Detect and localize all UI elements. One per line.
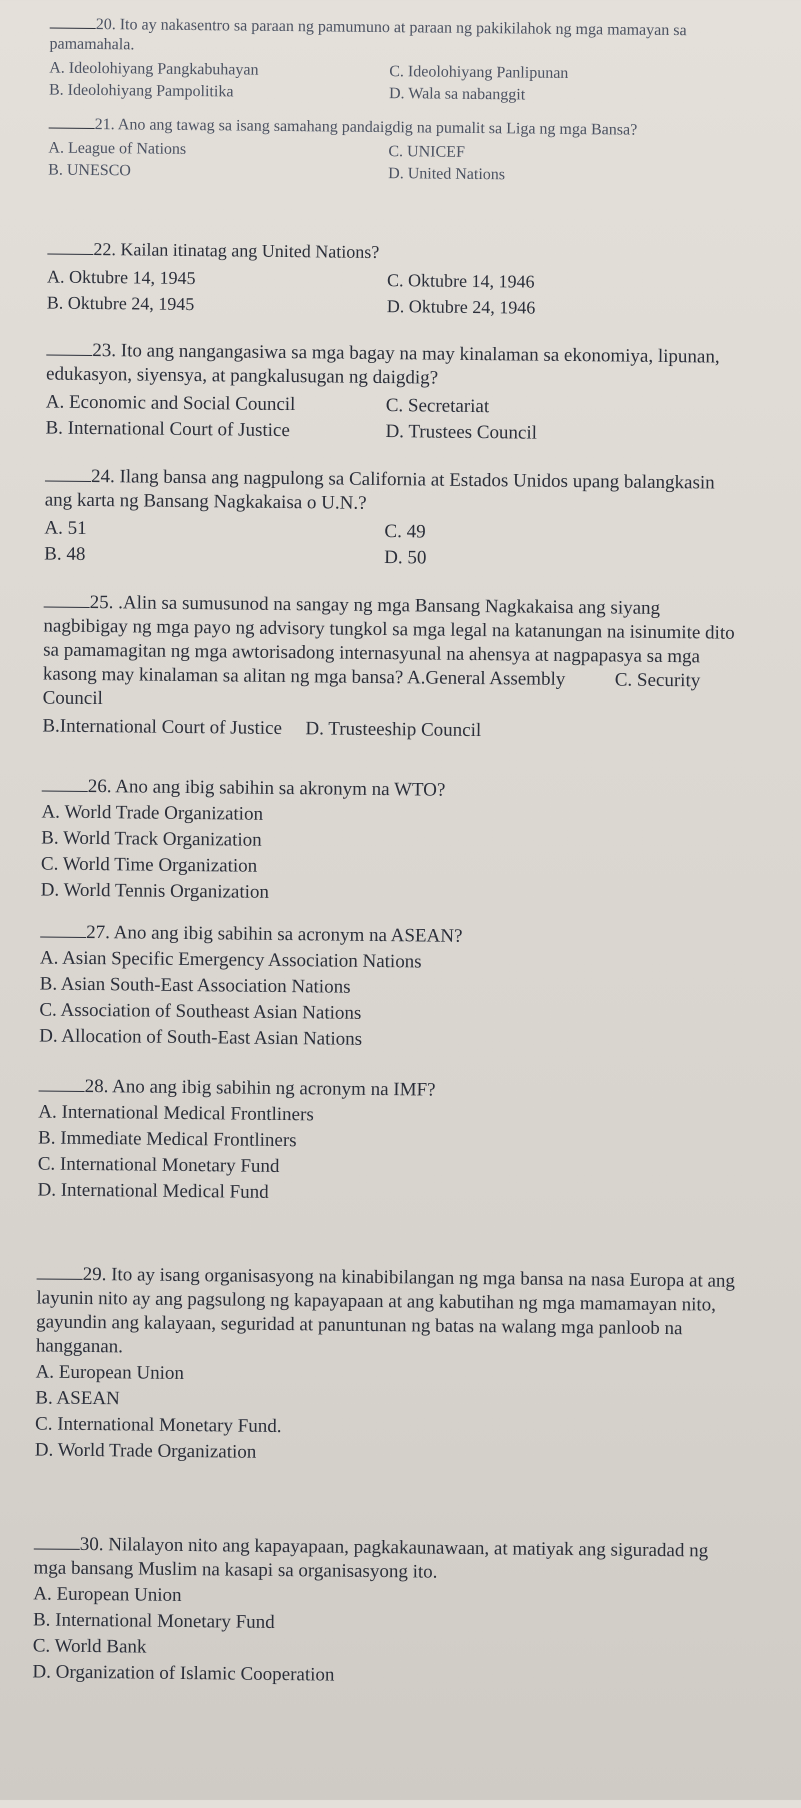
option-a: A. Economic and Social Council: [45, 391, 296, 416]
question-text: Ano ang tawag sa isang samahang pandaigdig na pumalit sa Liga ng mga Bansa?: [117, 116, 638, 139]
option-c: C. International Monetary Fund.: [34, 1413, 282, 1438]
option-d: D. Allocation of South-East Asian Nations: [39, 1025, 363, 1050]
question-26: [41, 774, 742, 909]
option-d: D. Organization of Islamic Cooperation: [32, 1661, 335, 1686]
question-29: [35, 1262, 737, 1469]
option-c: C. 49: [384, 521, 426, 543]
question-stem: [36, 1262, 737, 1365]
option-d: D. Trustees Council: [385, 421, 538, 444]
option-c: C. Ideolohiyang Panlipunan: [389, 63, 569, 82]
option-c: C. World Time Organization: [40, 853, 258, 877]
question-number: 23.: [92, 339, 117, 362]
answer-blank: [49, 128, 95, 129]
option-c: C. World Bank: [32, 1635, 147, 1658]
question-text: Ito ang nangangasiwa sa mga bagay na may kinalaman sa ekonomiya, lipunan, edukasyon, siyensya, at pangkalusugan ng daigdig?: [45, 340, 720, 389]
question-30: [32, 1532, 734, 1691]
question-number: 27.: [86, 921, 111, 944]
option-d: D. Oktubre 24, 1946: [386, 296, 536, 318]
option-d: D. International Medical Fund: [37, 1179, 269, 1203]
options-list: [32, 1582, 733, 1691]
option-b: B. Immediate Medical Frontliners: [37, 1127, 297, 1152]
question-stem: [33, 1532, 733, 1587]
question-number: 28.: [84, 1075, 109, 1098]
option-b: B. Oktubre 24, 1945: [46, 292, 195, 315]
option-b: B. Ideolohiyang Pampolitika: [48, 81, 234, 101]
answer-blank: [50, 28, 96, 29]
option-b: B. International Monetary Fund: [32, 1609, 275, 1633]
question-number: 21.: [94, 115, 115, 134]
options-list: [37, 1100, 738, 1209]
question-number: 29.: [82, 1263, 107, 1286]
option-a: A. Oktubre 14, 1945: [47, 266, 196, 289]
option-d: D. United Nations: [388, 165, 506, 184]
option-d: D. 50: [384, 547, 427, 569]
option-a: A. World Trade Organization: [41, 801, 264, 825]
answer-blank: [42, 790, 88, 791]
options-list: [35, 1360, 736, 1469]
option-a: A. League of Nations: [48, 139, 187, 158]
answer-blank: [44, 606, 90, 607]
question-21: [48, 115, 749, 188]
option-b: B. Asian South-East Association Nations: [39, 973, 351, 998]
options-grid: [45, 391, 745, 448]
option-c: C. Secretariat: [385, 395, 490, 418]
option-c: C. Security Council: [42, 669, 701, 710]
answer-blank: [45, 480, 91, 481]
answer-blank: [46, 355, 92, 356]
options-grid: [48, 139, 748, 188]
question-25: [42, 590, 744, 745]
option-a: A.General Assembly: [406, 667, 566, 690]
option-c: C. UNICEF: [388, 143, 465, 161]
question-23: [45, 339, 746, 448]
question-number: 24.: [90, 465, 115, 488]
options-tail: [42, 714, 742, 745]
options-grid: [44, 516, 744, 573]
question-text: Ito ay nakasentro sa paraan ng pamumuno at paraan ng pakikilahok ng mga mamayan sa pamamahala.: [49, 16, 687, 54]
option-d: D. World Tennis Organization: [40, 879, 270, 903]
options-list: [39, 946, 740, 1055]
option-b: B. International Court of Justice: [45, 417, 290, 442]
option-b: B. ASEAN: [35, 1387, 120, 1410]
question-24: [44, 464, 745, 573]
option-d: D. Wala sa nabanggit: [388, 85, 526, 104]
option-d: D. Trusteeship Council: [305, 718, 482, 742]
option-b: B. UNESCO: [48, 161, 131, 180]
option-b: B. World Track Organization: [41, 827, 262, 851]
question-text: Nilalayon nito ang kapayapaan, pagkakaunawaan, at matiyak ang siguradad ng mga bansang Muslim na kasapi sa organisasyong ito.: [33, 1534, 709, 1583]
question-stem: [47, 237, 747, 268]
option-d: D. World Trade Organization: [34, 1439, 257, 1463]
question-stem: [46, 339, 746, 394]
question-stem: [49, 115, 749, 142]
question-text: Kailan itinatag ang United Nations?: [120, 239, 380, 262]
question-text: Ano ang ibig sabihin sa akronym na WTO?: [115, 776, 446, 801]
question-text: Ano ang ibig sabihin sa acronym na ASEAN?: [113, 922, 463, 947]
answer-blank: [37, 1278, 83, 1279]
option-a: A. Ideolohiyang Pangkabuhayan: [49, 59, 259, 79]
option-a: A. European Union: [33, 1583, 182, 1606]
answer-blank: [34, 1548, 80, 1549]
question-text: Ito ay isang organisasyong na kinabibilangan ng mga bansa na nasa Europa at ang layunin nito ay ang pagsulong ng kapayapaan at ang kabutihan ng mga mamamayan nito, gayundin ang kalayaan, seguridad at panuntunan ng batas na walang mga panloob na hangganan.: [35, 1264, 736, 1358]
question-27: [39, 920, 740, 1055]
options-grid: [49, 59, 749, 108]
question-stem: [43, 590, 744, 717]
option-a: A. International Medical Frontliners: [38, 1101, 314, 1126]
option-c: C. International Monetary Fund: [37, 1153, 280, 1177]
answer-blank: [40, 936, 86, 937]
option-a: A. European Union: [35, 1361, 185, 1385]
question-number: 26.: [87, 775, 112, 798]
question-number: 20.: [95, 16, 116, 34]
option-c: C. Oktubre 14, 1946: [386, 270, 535, 292]
option-b: B. 48: [44, 543, 86, 565]
option-c: C. Association of Southeast Asian Nations: [39, 999, 362, 1024]
question-text: Ano ang ibig sabihin ng acronym na IMF?: [111, 1076, 436, 1101]
option-a: A. Asian Specific Emergency Association Nations: [39, 947, 422, 973]
options-grid: [47, 265, 747, 322]
question-text: Ilang bansa ang nagpulong sa California at Estados Unidos upang balangkasin ang karta ng Bansang Nagkakaisa o U.N.?: [44, 466, 715, 514]
question-number: 25.: [89, 591, 114, 614]
question-stem: [49, 15, 749, 62]
option-b: B.International Court of Justice: [42, 715, 283, 739]
question-28: [37, 1074, 738, 1209]
question-20: [49, 15, 750, 108]
answer-blank: [47, 254, 93, 255]
question-number: 22.: [93, 238, 117, 260]
option-a: A. 51: [44, 517, 87, 539]
answer-blank: [39, 1090, 85, 1091]
options-list: [41, 800, 742, 909]
question-22: [47, 237, 748, 322]
question-number: 30.: [79, 1533, 104, 1556]
question-stem: [45, 464, 745, 519]
question-text: .Alin sa sumusunod na sangay ng mga Bansang Nagkakaisa ang siyang nagbibigay ng mga payo ng advisory tungkol sa mga legal na katanungan na isinumite dito sa pamamagitan ng mga awtorisadong internasyunal na ahensya at nagpapasya sa mga kasong may kinalaman sa alitan ng mga bansa?: [42, 592, 735, 689]
